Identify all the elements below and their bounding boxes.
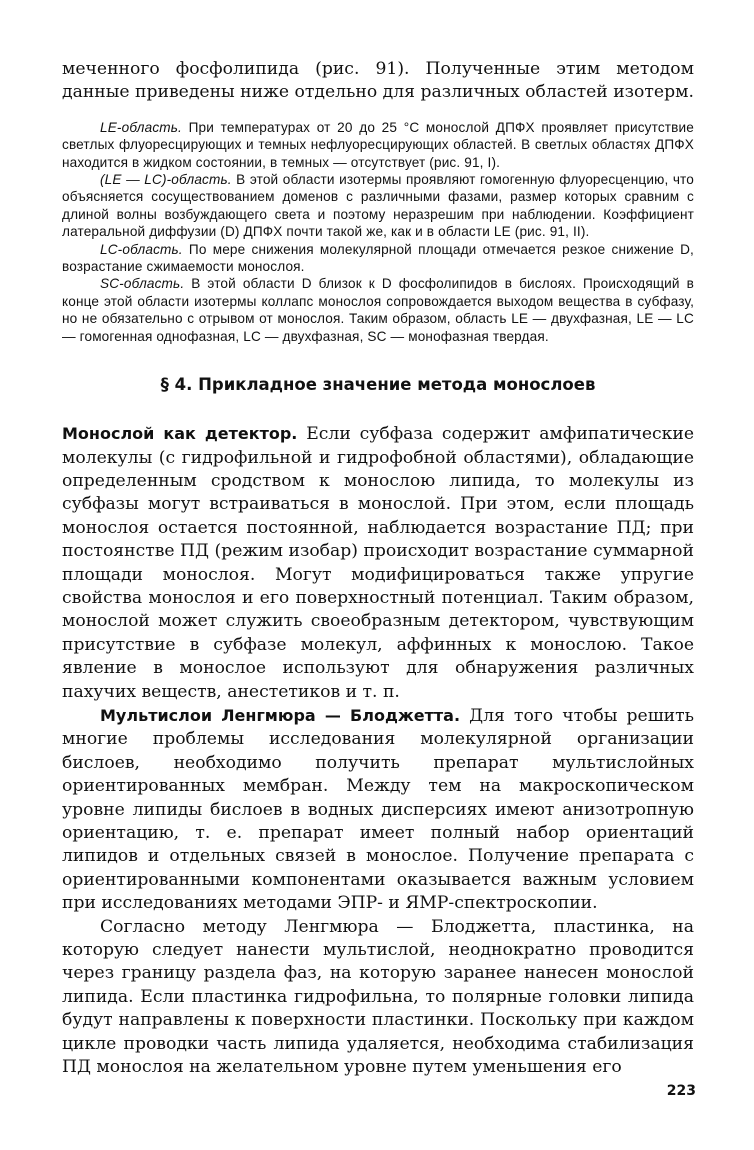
paragraph-text: Для того чтобы решить многие проблемы исследования молекулярной организации бислоев, необходимо получить препарат мультислойных ориентированных мембран. Между тем на макроскопическом уровне липиды бислоев в водных дисперсиях имеют анизотропную ориентацию, т. е. препарат имеет полный набор ориентаций липидов и отдельных связей в монослое. Получение препарата с ориентированными компонентами оказывается важным условием при исследованиях методами ЭПР- и ЯМР-спектроскопии.: [62, 705, 694, 914]
runin-heading: Мультислои Ленгмюра — Блоджетта.: [100, 705, 461, 725]
region-lc: [62, 241, 694, 276]
region-le-lc: [62, 171, 694, 241]
region-label: LC-область.: [100, 241, 183, 257]
paragraph-text: Согласно методу Ленгмюра — Блоджетта, пластинка, на которую следует нанести мультислой, неоднократно проводится через границу раздела фаз, на которую заранее нанесен монослой липида. Если пластинка гидрофильна, то полярные головки липида будут направлены к поверхности пластинки. Поскольку при каждом цикле проводки часть липида удаляется, необходима стабилизация ПД монослоя на желательном уровне путем уменьшения его: [62, 916, 694, 1078]
page-content: [62, 58, 694, 1079]
isotherm-regions: [62, 119, 694, 345]
region-text: По мере снижения молекулярной площади отмечается резкое снижение D, возрастание сжимаемости монослоя.: [62, 241, 694, 275]
region-label: SC-область.: [100, 276, 185, 292]
region-text: В этой области изотермы проявляют гомогенную флуоресценцию, что объясняется сосуществованием доменов с различными фазами, размер которых сравним с длиной волны возбуждающего света и поэтому неразрешим при наблюдении. Коэффициент латеральной диффузии (D) ДПФХ почти такой же, как и в области LE (рис. 91, II).: [62, 172, 694, 240]
paragraph-langmuir-blodgett: [62, 704, 694, 916]
region-le: [62, 119, 694, 171]
region-label: (LE — LC)-область.: [100, 172, 232, 188]
runin-heading: Монослой как детектор.: [62, 424, 298, 444]
paragraph-method: [62, 916, 694, 1080]
region-sc: [62, 275, 694, 345]
page-number: 223: [666, 1083, 696, 1099]
region-text: В этой области D близок к D фосфолипидов в бислоях. Происходящий в конце этой области изотермы коллапс монослоя сопровождается выходом вещества в субфазу, но не обязательно с отрывом от монослоя. Таким образом, область LE — двухфазная, LE — LC — гомогенная однофазная, LC — двухфазная, SC — монофазная твердая.: [62, 276, 694, 344]
intro-paragraph: меченного фосфолипида (рис. 91). Полученные этим методом данные приведены ниже отдельно для различных областей изотерм.: [62, 59, 694, 103]
region-text: При температурах от 20 до 25 °С монослой ДПФХ проявляет присутствие светлых флуоресцирующих и темных нефлуоресцирующих областей. В светлых областях ДПФХ находится в жидком состоянии, в темных — отсутствует (рис. 91, I).: [62, 119, 694, 170]
region-label: LE-область.: [100, 119, 182, 135]
section-heading: § 4. Прикладное значение метода монослоев: [160, 375, 596, 395]
body-text: [62, 422, 694, 1079]
paragraph-monolayer-detector: [62, 422, 694, 704]
paragraph-text: Если субфаза содержит амфипатические молекулы (с гидрофильной и гидрофобной областями), обладающие определенным сродством к монослою липида, то молекулы из субфазы могут встраиваться в монослой. При этом, если площадь монослоя остается постоянной, наблюдается возрастание ПД; при постоянстве ПД (режим изобар) происходит возрастание суммарной площади монослоя. Могут модифицироваться также упругие свойства монослоя и его поверхностный потенциал. Таким образом, монослой может служить своеобразным детектором, чувствующим присутствие в субфазе молекул, аффинных к монослою. Такое явление в монослое используют для обнаружения различных пахучих веществ, анестетиков и т. п.: [62, 424, 694, 702]
